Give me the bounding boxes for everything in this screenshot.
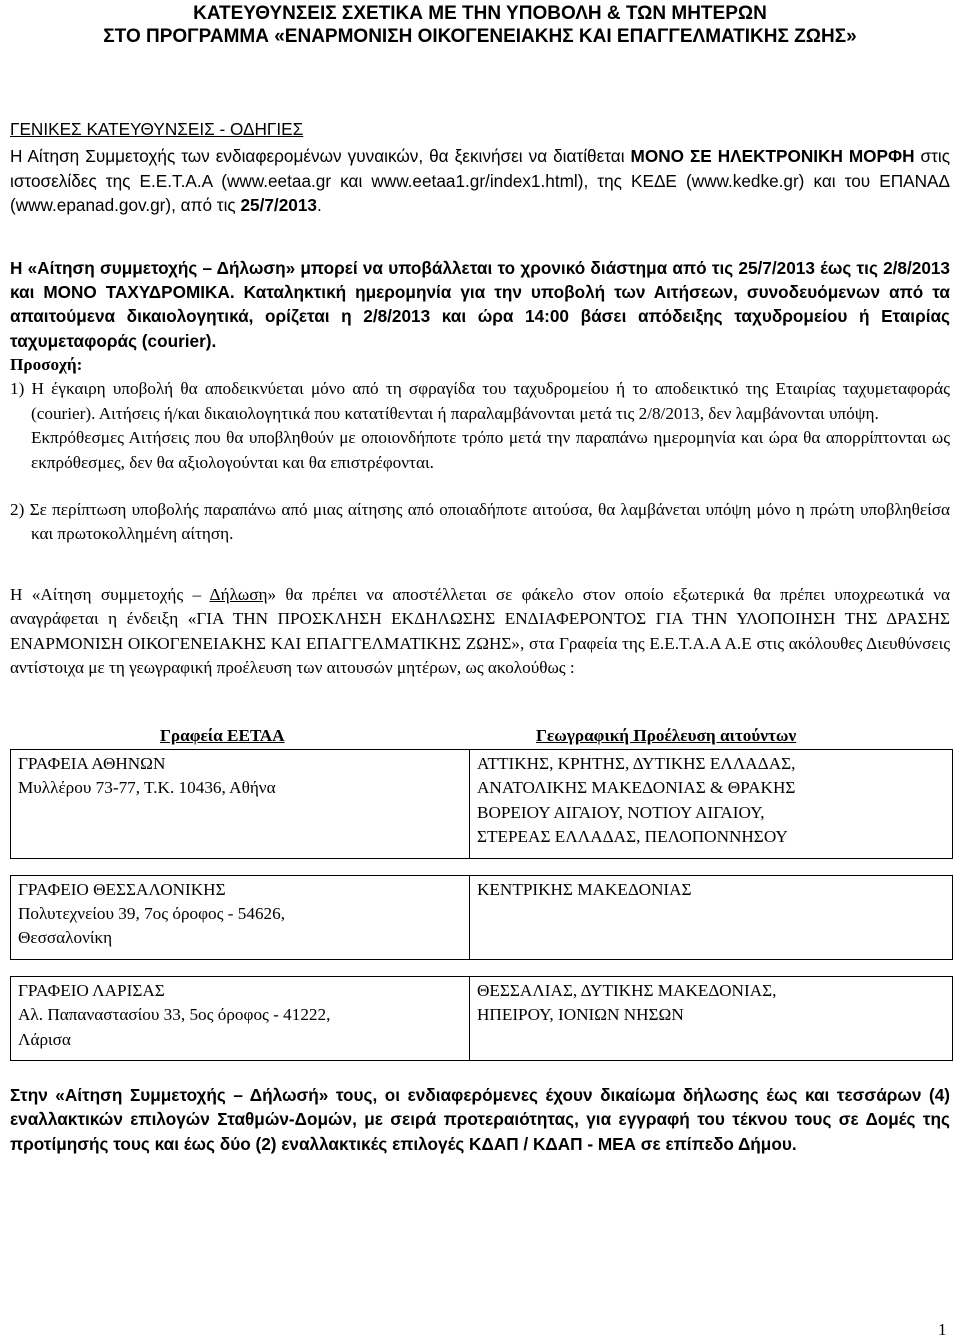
attention-label: Προσοχή: [10,355,83,374]
region-line: ΑΝΑΤΟΛΙΚΗΣ ΜΑΚΕΔΟΝΙΑΣ & ΘΡΑΚΗΣ [477,778,796,798]
deadline-paragraph: Η «Αίτηση συμμετοχής – Δήλωση» μπορεί να υποβάλλεται το χρονικό διάστημα από τις 25/7/2013 έως τις 2/8/2013 και ΜΟΝΟ ΤΑΧΥΔΡΟΜΙΚΑ. Καταληκτική ημερομηνία για την υποβολή των Αιτήσεων, συνοδευόμενων από τα απαιτούμενα δικαιολογητικά, ορίζεται η 2/8/2013 και ώρα 14:00 βάσει απόδειξης ταχυδρομείου ή Εταιρίας ταχυμεταφοράς (courier). [10,258,950,351]
intro-text-sites: στις ιστοσελίδες της Ε.Ε.Τ.Α.Α (www.eetaa.gr και www.eetaa1.gr/index1.html), της ΚΕΔΕ (www.kedke.gr) και του ΕΠΑΝΑΔ (www.epanad.gov.gr), από τις [10,146,950,216]
intro-text-electronic: ΜΟΝΟ ΣΕ ΗΛΕΚΤΡΟΝΙΚΗ ΜΟΡΦΗ [630,146,915,167]
envelope-declaration-word: Δήλωση [209,585,268,604]
office-cell [11,750,470,859]
table-spacer [11,858,953,875]
region-line: ΑΤΤΙΚΗΣ, ΚΡΗΤΗΣ, ΔΥΤΙΚΗΣ ΕΛΛΑΔΑΣ, [477,754,796,773]
table-spacer [11,959,953,976]
office-name: ΓΡΑΦΕΙΑ ΑΘΗΝΩΝ [18,754,166,773]
attention-item-1-continued: Εκπρόθεσμες Αιτήσεις που θα υποβληθούν με οποιονδήποτε τρόπο μετά την παραπάνω ημερομηνία και ώρα θα απορρίπτονται ως εκπρόθεσμες, δεν θα αξιολογούνται και θα επιστρέφονται. [31,428,950,472]
attention-section [10,353,950,547]
envelope-text-c: » θα πρέπει να αποστέλλεται σε φάκελο στον οποίο εξωτερικά θα πρέπει υποχρεωτικά να αναγράφεται η ένδειξη «ΓΙΑ ΤΗΝ ΠΡΟΣΚΛΗΣΗ ΕΚΔΗΛΩΣΗΣ ΕΝΔΙΑΦΕΡΟΝΤΟΣ ΓΙΑ ΤΗΝ ΥΛΟΠΟΙΗΣΗ ΤΗΣ ΔΡΑΣΗΣ ΕΝΑΡΜΟΝΙΣΗ ΟΙΚΟΓΕΝΕΙΑΚΗΣ ΚΑΙ ΕΠΑΓΓΕΛΜΑΤΙΚΗΣ ΖΩΗΣ», στα Γραφεία της Ε.Ε.Τ.Α.Α Α.Ε στις ακόλουθες Διευθύνσεις αντίστοιχα με τη γεωγραφική προέλευση των αιτουσών μητέρων, ως ακολούθως : [10,585,950,678]
office-cell [11,976,470,1060]
section-heading: ΓΕΝΙΚΕΣ ΚΑΤΕΥΘΥΝΣΕΙΣ - ΟΔΗΓΙΕΣ [10,119,304,139]
office-name: ΓΡΑΦΕΙΟ ΘΕΣΣΑΛΟΝΙΚΗΣ [18,879,226,899]
general-section [10,117,950,218]
office-address: Αλ. Παπαναστασίου 33, 5ος όροφος - 41222, [18,1005,331,1025]
table-row [11,976,953,1060]
region-line: ΒΟΡΕΙΟΥ ΑΙΓΑΙΟΥ, ΝΟΤΙΟΥ ΑΙΓΑΙΟΥ, [477,802,765,822]
attention-item-1: 1) Η έγκαιρη υποβολή θα αποδεικνύεται μόνο από τη σφραγίδα του ταχυδρομείου ή το αποδεικτικό της Εταιρίας ταχυμεταφοράς (courier). Αιτήσεις ή/και δικαιολογητικά που κατατίθενται ή παραλαμβάνονται μετά τις 2/8/2013, δεν λαμβάνονται υπόψη. [10,379,950,423]
intro-text-end: . [316,195,322,216]
region-line: ΗΠΕΙΡΟΥ, ΙΟΝΙΩΝ ΝΗΣΩΝ [477,1005,684,1025]
office-name: ΓΡΑΦΕΙΟ ΛΑΡΙΣΑΣ [18,980,165,1000]
office-address: Πολυτεχνείου 39, 7ος όροφος - 54626, [18,904,286,924]
region-line: ΚΕΝΤΡΙΚΗΣ ΜΑΚΕΔΟΝΙΑΣ [477,879,692,899]
office-city: Λάρισα [18,1029,71,1049]
page-number: 1 [938,1320,947,1339]
region-line: ΘΕΣΣΑΛΙΑΣ, ΔΥΤΙΚΗΣ ΜΑΚΕΔΟΝΙΑΣ, [477,980,777,1000]
offices-table [10,749,953,1061]
office-city: Θεσσαλονίκη [18,928,113,948]
closing-paragraph: Στην «Αίτηση Συμμετοχής – Δήλωσή» τους, οι ενδιαφερόμενες έχουν δικαίωμα δήλωσης έως και τεσσάρων (4) εναλλακτικών επιλογών Σταθμών-Δομών, με σειρά προτεραιότητας, για εγγραφή του τέκνου τους σε Δομές της προτίμησής τους και έως δύο (2) εναλλακτικές επιλογές ΚΔΑΠ / ΚΔΑΠ - ΜΕΑ σε επίπεδο Δήμου. [10,1085,950,1154]
intro-text-a: Η Αίτηση Συμμετοχής των ενδιαφερομένων γυναικών, θα ξεκινήσει να διατίθεται [10,146,631,167]
intro-paragraph [10,144,950,217]
table-row [11,875,953,959]
column-header-offices: Γραφεία ΕΕΤΑΑ [160,726,285,745]
regions-cell [470,750,953,859]
document-title-line-2: ΣΤΟ ΠΡΟΓΡΑΜΜΑ «ΕΝΑΡΜΟΝΙΣΗ ΟΙΚΟΓΕΝΕΙΑΚΗΣ ΚΑΙ ΕΠΑΓΓΕΛΜΑΤΙΚΗΣ ΖΩΗΣ» [103,26,857,47]
region-line: ΣΤΕΡΕΑΣ ΕΛΛΑΔΑΣ, ΠΕΛΟΠΟΝΝΗΣΟΥ [477,827,788,847]
intro-start-date: 25/7/2013 [240,195,317,216]
envelope-paragraph [10,583,950,681]
table-row [11,750,953,859]
document-title-line-1: ΚΑΤΕΥΘΥΝΣΕΙΣ ΣΧΕΤΙΚΑ ΜΕ ΤΗΝ ΥΠΟΒΟΛΗ & ΤΩΝ ΜΗΤΕΡΩΝ [193,3,767,24]
column-header-regions: Γεωγραφική Προέλευση αιτούντων [536,726,797,745]
envelope-text-a: Η «Αίτηση συμμετοχής – [10,585,210,604]
office-address: Μυλλέρου 73-77, Τ.Κ. 10436, Αθήνα [18,778,276,798]
attention-item-2: 2) Σε περίπτωση υποβολής παραπάνω από μιας αίτησης από οποιαδήποτε αιτούσα, θα λαμβάνεται υπόψη μόνο η πρώτη υποβληθείσα και πρωτοκολλημένη αίτηση. [10,500,950,544]
deadline-section [10,256,950,353]
office-cell [11,875,470,959]
regions-cell [470,976,953,1060]
regions-cell [470,875,953,959]
